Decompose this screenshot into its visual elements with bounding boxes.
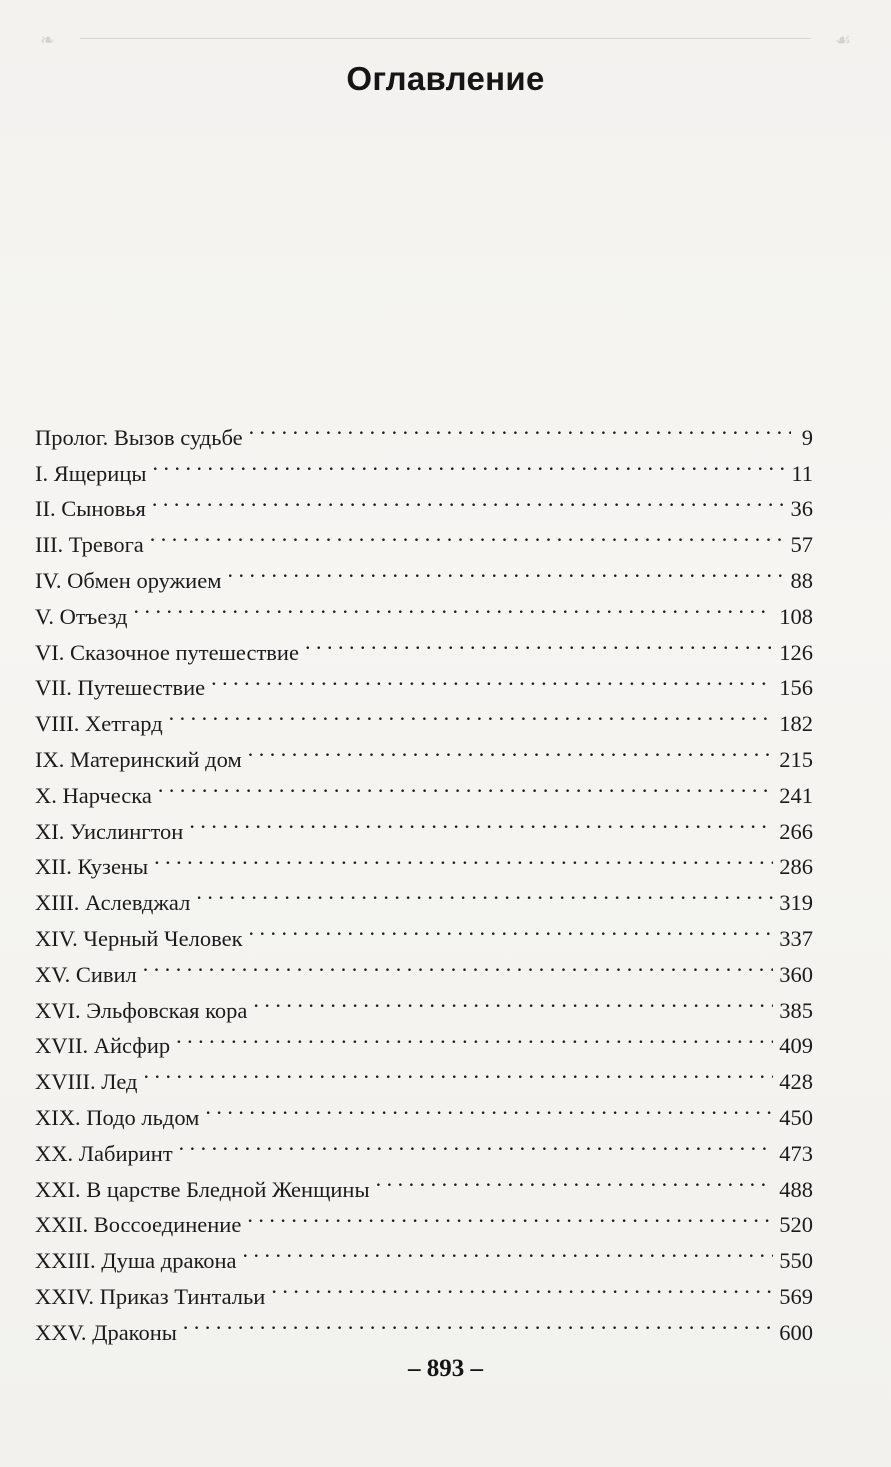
toc-entry-title: XXV. Драконы	[35, 1319, 177, 1345]
toc-entry-title: IV. Обмен оружием	[35, 567, 222, 593]
toc-leader-dots	[154, 839, 773, 875]
toc-entry-page: 36	[790, 496, 813, 522]
toc-entry	[35, 552, 813, 593]
toc-leader-dots	[150, 516, 785, 552]
toc-entry	[35, 481, 813, 522]
toc-entry-page: 409	[779, 1033, 813, 1059]
toc-entry-page: 550	[779, 1248, 813, 1274]
toc-entry-title: XX. Лабиринт	[35, 1140, 173, 1166]
toc-leader-dots	[189, 803, 773, 839]
toc-entry-page: 241	[779, 782, 813, 808]
toc-entry-page: 215	[779, 746, 813, 772]
toc-leader-dots	[249, 409, 791, 445]
toc-entry-page: 108	[779, 603, 813, 629]
toc-entry-page: 337	[779, 925, 813, 951]
toc-entry-page: 286	[779, 854, 813, 880]
toc-entry-title: VIII. Хетгард	[35, 711, 163, 737]
toc-entry	[35, 1053, 813, 1095]
toc-entry-page: 11	[791, 460, 813, 486]
toc-entry	[35, 624, 813, 665]
toc-entry-page: 600	[779, 1319, 813, 1345]
toc-entry-title: XV. Сивил	[35, 961, 137, 987]
toc-entry-page: 473	[779, 1140, 813, 1166]
toc-entry-title: V. Отъезд	[35, 603, 128, 629]
flourish-left-icon: ❧	[40, 30, 56, 50]
toc-entry-title: XII. Кузены	[35, 854, 149, 880]
toc-entry-title: XIII. Аслевджал	[35, 890, 191, 916]
toc-entry	[35, 1089, 813, 1130]
toc-leader-dots	[134, 588, 774, 624]
toc-entry-title: Пролог. Вызов судьбе	[35, 424, 243, 450]
toc-entry-title: XXIV. Приказ Тинтальи	[35, 1283, 266, 1309]
toc-entry-page: 450	[779, 1104, 813, 1130]
toc-entry	[35, 588, 813, 629]
toc-entry-page: 126	[779, 639, 813, 665]
toc-entry-page: 520	[779, 1212, 813, 1238]
page-title: Оглавление	[346, 60, 545, 97]
toc-entry	[35, 409, 813, 450]
toc-leader-dots	[176, 1018, 773, 1054]
toc-entry-title: XXIII. Душа дракона	[35, 1248, 237, 1274]
toc-entry-title: XVIII. Лед	[35, 1069, 138, 1095]
table-of-contents	[35, 409, 813, 1345]
toc-entry-page: 9	[801, 424, 813, 450]
toc-leader-dots	[179, 1125, 774, 1161]
toc-entry-page: 182	[779, 711, 813, 737]
toc-entry-page: 57	[790, 532, 813, 558]
toc-leader-dots	[158, 767, 773, 803]
toc-leader-dots	[169, 695, 774, 731]
toc-entry-title: IX. Материнский дом	[35, 746, 242, 772]
toc-entry-title: III. Тревога	[35, 532, 144, 558]
toc-entry-page: 360	[779, 961, 813, 987]
toc-entry-title: XIX. Подо льдом	[35, 1104, 200, 1130]
toc-leader-dots	[376, 1161, 774, 1197]
toc-leader-dots	[183, 1304, 773, 1340]
toc-entry-title: VI. Сказочное путешествие	[35, 639, 299, 665]
toc-entry-title: XVI. Эльфовская кора	[35, 997, 248, 1023]
toc-entry-title: X. Нарческа	[35, 782, 152, 808]
toc-leader-dots	[305, 624, 773, 660]
toc-leader-dots	[227, 552, 784, 588]
toc-entry-title: XIV. Черный Человек	[35, 925, 243, 951]
toc-entry	[35, 445, 813, 486]
toc-leader-dots	[243, 1232, 774, 1268]
show-through-header-ornament	[40, 8, 851, 48]
toc-entry	[35, 946, 813, 987]
toc-leader-dots	[143, 946, 773, 982]
toc-leader-dots	[249, 910, 774, 946]
toc-entry-title: XXII. Воссоединение	[35, 1212, 242, 1238]
flourish-right-icon: ☙	[834, 30, 851, 50]
toc-entry-title: I. Ящерицы	[35, 460, 147, 486]
toc-leader-dots	[271, 1268, 773, 1304]
toc-entry	[35, 516, 813, 558]
toc-entry-title: VII. Путешествие	[35, 675, 206, 701]
toc-leader-dots	[205, 1089, 773, 1125]
toc-entry-page: 156	[779, 675, 813, 701]
toc-leader-dots	[253, 982, 773, 1018]
toc-entry-page: 488	[779, 1176, 813, 1202]
toc-entry-page: 428	[779, 1069, 813, 1095]
toc-leader-dots	[196, 874, 773, 910]
toc-leader-dots	[247, 1197, 773, 1233]
toc-entry-page: 569	[779, 1283, 813, 1309]
toc-entry-title: II. Сыновья	[35, 496, 146, 522]
toc-leader-dots	[211, 660, 773, 696]
page-number: – 893 –	[408, 1355, 483, 1382]
toc-entry-page: 385	[779, 997, 813, 1023]
toc-entry-page: 88	[790, 567, 813, 593]
toc-entry-title: XVII. Айсфир	[35, 1033, 171, 1059]
ornament-rule	[80, 38, 811, 39]
toc-leader-dots	[248, 731, 774, 767]
toc-entry-title: XI. Уислингтон	[35, 818, 184, 844]
toc-leader-dots	[153, 445, 786, 481]
toc-entry-page: 319	[779, 890, 813, 916]
toc-leader-dots	[143, 1053, 773, 1089]
toc-leader-dots	[152, 481, 785, 517]
toc-entry-title: XXI. В царстве Бледной Женщины	[35, 1176, 370, 1202]
toc-entry	[35, 982, 813, 1023]
toc-entry-page: 266	[779, 818, 813, 844]
